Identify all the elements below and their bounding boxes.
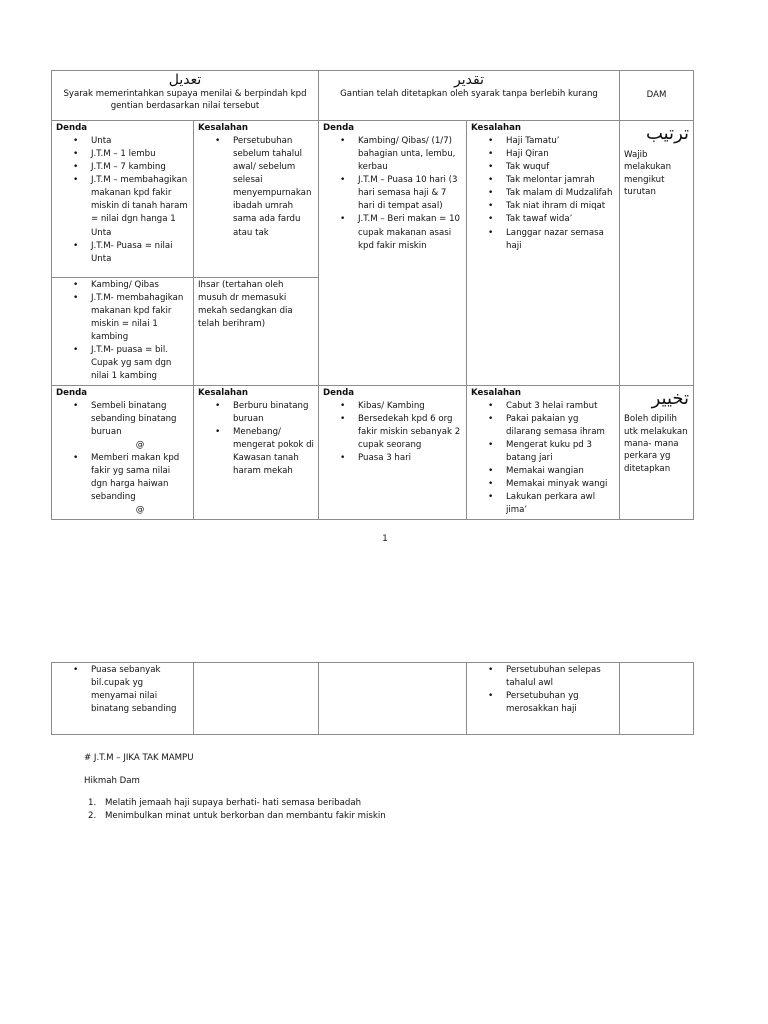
denda-label: Denda <box>56 123 88 133</box>
hikmah-title: Hikmah Dam <box>84 776 140 786</box>
empty-cell <box>319 663 467 735</box>
kesalahan-list <box>471 664 615 716</box>
kesalahan-label: Kesalahan <box>471 387 522 398</box>
list-item: • Memakai wangian <box>506 465 615 478</box>
list-item: • Puasa sebanyak bil.cupak yg menyamai nilai binatang sebanding <box>91 664 189 716</box>
item-number: 2. <box>88 811 97 821</box>
list-item: • Kibas/ Kambing <box>358 400 462 413</box>
list-item-text: Memberi makan kpd fakir yg sama nilai dgn harga haiwan sebanding <box>91 452 180 502</box>
item-text: Melatih jemaah haji supaya berhati- hati semasa beribadah <box>105 798 362 808</box>
dam-table <box>51 70 694 520</box>
jtm-note: # J.T.M – JIKA TAK MAMPU <box>84 753 194 763</box>
list-item: • Cabut 3 helai rambut <box>506 400 615 413</box>
list-item: • J.T.M – Puasa 10 hari (3 hari semasa haji & 7 hari di tempat asal) <box>358 174 462 213</box>
list-item: • Langgar nazar semasa haji <box>506 227 615 253</box>
kesalahan-list <box>471 400 615 518</box>
dam-table-continued <box>51 662 694 735</box>
list-item: • Berburu binatang buruan <box>233 400 314 426</box>
list-item <box>91 400 189 452</box>
list-item <box>91 452 189 517</box>
kesalahan-label: Kesalahan <box>198 387 249 398</box>
denda-label: Denda <box>323 387 355 398</box>
taqdir-header <box>319 71 620 121</box>
tadil-denda-cell-2 <box>52 278 194 386</box>
dam-header <box>620 71 694 121</box>
dam-label: DAM <box>646 89 667 100</box>
hikmah-item <box>88 810 386 823</box>
kesalahan-list <box>198 135 314 240</box>
list-item: • Lakukan perkara awl jima’ <box>506 491 615 517</box>
denda-list <box>56 279 189 384</box>
tadil-arabic: تعديل <box>168 72 202 88</box>
list-item: • Persetubuhan yg merosakkan haji <box>506 690 615 716</box>
list-item: • Bersedekah kpd 6 org fakir miskin sebanyak 2 cupak seorang <box>358 413 462 452</box>
taqdir-kesalahan-cell <box>467 121 620 386</box>
taqdir-denda-cell <box>319 121 467 386</box>
takhyir-cell <box>620 385 694 519</box>
list-item: • Persetubuhan selepas tahalul awl <box>506 664 615 690</box>
hikmah-item <box>88 797 361 810</box>
list-item: • Kambing/ Qibas/ (1/7) bahagian unta, lembu, kerbau <box>358 135 462 174</box>
list-item: • Kambing/ Qibas <box>91 279 189 292</box>
table-row <box>52 385 694 519</box>
list-item: • J.T.M- membahagikan makanan kpd fakir miskin = nilai 1 kambing <box>91 292 189 344</box>
tadil-denda-cell-3 <box>52 385 194 519</box>
tertib-cell <box>620 121 694 386</box>
denda-label: Denda <box>56 387 88 398</box>
taqdir-arabic: تقدير <box>454 72 484 88</box>
tadil-denda-cell-cont <box>52 663 194 735</box>
list-item: • Pakai pakaian yg dilarang semasa ihram <box>506 413 615 439</box>
kesalahan-label: Kesalahan <box>471 123 522 133</box>
tertib-description: Wajib melakukan mengikut turutan <box>624 149 672 197</box>
header-row <box>52 71 694 121</box>
tadil-denda-cell <box>52 121 194 278</box>
empty-cell <box>194 663 319 735</box>
taqdir-kesalahan-cell-cont <box>467 663 620 735</box>
takhyir-description: Boleh dipilih utk melakukan mana- mana perkara yg ditetapkan <box>624 414 688 474</box>
list-item: • Unta <box>91 135 189 148</box>
list-item: • J.T.M – Beri makan = 10 cupak makanan asasi kpd fakir miskin <box>358 213 462 252</box>
list-item: • Tak melontar jamrah <box>506 174 615 187</box>
list-item: • J.T.M – 1 lembu <box>91 148 189 161</box>
takhyir-arabic: تخيير <box>651 387 690 409</box>
denda-list <box>56 664 189 716</box>
kesalahan-list <box>198 400 314 478</box>
tadil-kesalahan-cell-3 <box>194 385 319 519</box>
list-item: • J.T.M – membahagikan makanan kpd fakir miskin di tanah haram = nilai dgn hanga 1 Unta <box>91 174 189 239</box>
list-item: • Memakai minyak wangi <box>506 478 615 491</box>
list-item: • Tak malam di Mudzalifah <box>506 187 615 200</box>
item-text: Menimbulkan minat untuk berkorban dan membantu fakir miskin <box>105 811 386 821</box>
list-item: • Haji Tamatu’ <box>506 135 615 148</box>
table-row <box>52 663 694 735</box>
list-item: • Puasa 3 hari <box>358 452 462 465</box>
list-item: • J.T.M- puasa = bil. Cupak yg sam dgn nilai 1 kambing <box>91 344 189 383</box>
list-item: • Menebang/ mengerat pokok di Kawasan tanah haram mekah <box>233 426 314 478</box>
separator: @ <box>135 439 145 450</box>
table-row <box>52 121 694 278</box>
denda-list <box>56 400 189 518</box>
list-item: • Tak niat ihram di miqat <box>506 200 615 213</box>
ihsar-cell <box>194 278 319 386</box>
tadil-description: Syarak memerintahkan supaya menilai & berpindah kpd gentian berdasarkan nilai tersebut <box>63 89 307 111</box>
list-item: • J.T.M- Puasa = nilai Unta <box>91 240 189 266</box>
list-item: • Tak tawaf wida’ <box>506 213 615 226</box>
list-item: • Tak wuquf <box>506 161 615 174</box>
list-item: • Persetubuhan sebelum tahalul awal/ sebelum selesai menyempurnakan ibadah umrah sama ada fardu atau tak <box>233 135 314 240</box>
tadil-kesalahan-cell <box>194 121 319 278</box>
denda-list <box>56 135 189 266</box>
denda-label: Denda <box>323 123 355 133</box>
kesalahan-label: Kesalahan <box>198 123 249 133</box>
taqdir-denda-cell-3 <box>319 385 467 519</box>
empty-cell <box>620 663 694 735</box>
taqdir-kesalahan-cell-3 <box>467 385 620 519</box>
ihsar-text: Ihsar (tertahan oleh musuh dr memasuki mekah sedangkan dia telah berihram) <box>198 280 293 330</box>
kesalahan-list <box>471 135 615 253</box>
list-item: • J.T.M – 7 kambing <box>91 161 189 174</box>
page-number: 1 <box>382 534 388 544</box>
denda-list <box>323 135 462 253</box>
list-item: • Haji Qiran <box>506 148 615 161</box>
denda-list <box>323 400 462 465</box>
item-number: 1. <box>88 798 97 808</box>
tertib-arabic: ترتيب <box>645 123 690 144</box>
tadil-header <box>52 71 319 121</box>
separator: @ <box>135 505 145 516</box>
list-item: • Mengerat kuku pd 3 batang jari <box>506 439 615 465</box>
list-item-text: Sembeli binatang sebanding binatang buruan <box>91 400 177 437</box>
taqdir-description: Gantian telah ditetapkan oleh syarak tanpa berlebih kurang <box>340 89 598 100</box>
